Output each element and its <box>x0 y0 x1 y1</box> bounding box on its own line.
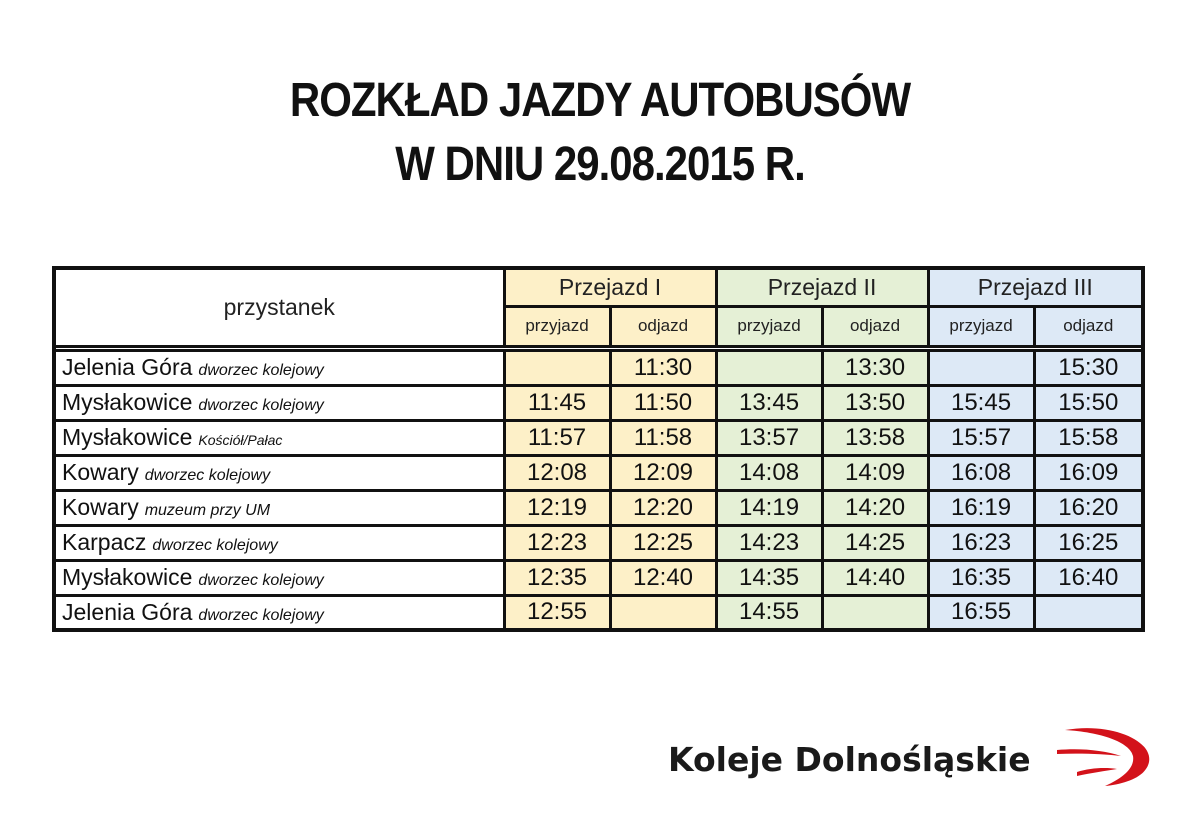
arrival-header: przyjazd <box>716 306 822 346</box>
stop-description: dworzec kolejowy <box>198 397 324 414</box>
departure-header: odjazd <box>1034 306 1143 346</box>
arrival-time-cell <box>504 350 610 385</box>
stop-name: Jelenia Góra <box>62 354 193 380</box>
arrival-time-cell: 12:08 <box>504 455 610 490</box>
arrival-time-cell: 14:35 <box>716 560 822 595</box>
stop-cell <box>54 490 504 525</box>
departure-time-cell: 14:40 <box>822 560 928 595</box>
stop-name: Jelenia Góra <box>62 598 193 625</box>
stop-description: dworzec kolejowy <box>198 362 324 379</box>
trip-header-1: Przejazd I <box>504 268 716 306</box>
stop-name: Kowary <box>62 459 139 485</box>
departure-time-cell: 15:50 <box>1034 385 1143 420</box>
arrival-header: przyjazd <box>504 306 610 346</box>
timetable-body <box>54 346 1143 630</box>
departure-time-cell: 12:40 <box>610 560 716 595</box>
departure-time-cell: 11:30 <box>610 350 716 385</box>
stop-description: dworzec kolejowy <box>198 606 324 624</box>
departure-time-cell: 15:58 <box>1034 420 1143 455</box>
stop-cell <box>54 560 504 595</box>
stop-description: Kościół/Pałac <box>198 432 283 448</box>
arrival-time-cell: 14:19 <box>716 490 822 525</box>
departure-time-cell: 11:58 <box>610 420 716 455</box>
departure-time-cell: 13:50 <box>822 385 928 420</box>
departure-time-cell: 15:30 <box>1034 350 1143 385</box>
table-row <box>54 595 1143 630</box>
arrival-header: przyjazd <box>928 306 1034 346</box>
table-row <box>54 350 1143 385</box>
arrival-time-cell: 11:57 <box>504 420 610 455</box>
departure-time-cell: 12:20 <box>610 490 716 525</box>
stop-name: Mysłakowice <box>62 564 193 590</box>
arrival-time-cell: 12:23 <box>504 525 610 560</box>
stop-cell <box>54 595 504 630</box>
stop-cell <box>54 525 504 560</box>
timetable <box>52 266 1145 632</box>
table-row <box>54 560 1143 595</box>
arrival-time-cell <box>928 350 1034 385</box>
departure-time-cell: 14:09 <box>822 455 928 490</box>
table-row <box>54 385 1143 420</box>
departure-time-cell: 13:30 <box>822 350 928 385</box>
departure-time-cell: 16:20 <box>1034 490 1143 525</box>
stop-name: Mysłakowice <box>62 389 193 415</box>
stop-description: dworzec kolejowy <box>152 537 278 554</box>
arrival-time-cell: 14:23 <box>716 525 822 560</box>
stop-cell <box>54 350 504 385</box>
departure-time-cell: 16:25 <box>1034 525 1143 560</box>
stop-description: dworzec kolejowy <box>198 572 324 589</box>
departure-time-cell: 14:20 <box>822 490 928 525</box>
stop-name: Kowary <box>62 494 139 520</box>
arrival-time-cell: 11:45 <box>504 385 610 420</box>
arrival-time-cell: 16:08 <box>928 455 1034 490</box>
trip-header-2: Przejazd II <box>716 268 928 306</box>
arrival-time-cell: 12:35 <box>504 560 610 595</box>
arrival-time-cell: 13:57 <box>716 420 822 455</box>
departure-time-cell: 12:25 <box>610 525 716 560</box>
stop-description: dworzec kolejowy <box>144 467 271 484</box>
departure-time-cell: 14:25 <box>822 525 928 560</box>
departure-time-cell: 12:09 <box>610 455 716 490</box>
departure-time-cell <box>610 595 716 630</box>
arrival-time-cell: 15:45 <box>928 385 1034 420</box>
departure-header: odjazd <box>822 306 928 346</box>
departure-time-cell <box>1034 595 1143 630</box>
trip-header-3: Przejazd III <box>928 268 1143 306</box>
stop-name: Karpacz <box>62 529 147 555</box>
arrival-time-cell: 12:55 <box>504 595 610 630</box>
table-row <box>54 490 1143 525</box>
stop-column-header: przystanek <box>54 268 504 346</box>
stop-name: Mysłakowice <box>62 424 193 450</box>
brand-name: Koleje Dolnośląskie <box>668 740 1031 779</box>
departure-time-cell: 16:40 <box>1034 560 1143 595</box>
arrival-time-cell: 16:55 <box>928 595 1034 630</box>
page-title-line-2: W DNIU 29.08.2015 R. <box>395 136 805 191</box>
stop-cell <box>54 420 504 455</box>
stop-cell <box>54 385 504 420</box>
stop-cell <box>54 455 504 490</box>
departure-time-cell: 13:58 <box>822 420 928 455</box>
arrival-time-cell: 13:45 <box>716 385 822 420</box>
page-title-line-1: ROZKŁAD JAZDY AUTOBUSÓW <box>289 72 911 127</box>
koleje-dolnoslaskie-logo-icon <box>1055 722 1155 792</box>
departure-header: odjazd <box>610 306 716 346</box>
departure-time-cell: 16:09 <box>1034 455 1143 490</box>
arrival-time-cell: 16:35 <box>928 560 1034 595</box>
table-row <box>54 420 1143 455</box>
arrival-time-cell: 14:08 <box>716 455 822 490</box>
departure-time-cell <box>822 595 928 630</box>
stop-description: muzeum przy UM <box>144 502 271 519</box>
arrival-time-cell <box>716 350 822 385</box>
table-row <box>54 525 1143 560</box>
departure-time-cell: 11:50 <box>610 385 716 420</box>
arrival-time-cell: 15:57 <box>928 420 1034 455</box>
table-row <box>54 455 1143 490</box>
arrival-time-cell: 16:23 <box>928 525 1034 560</box>
arrival-time-cell: 12:19 <box>504 490 610 525</box>
arrival-time-cell: 16:19 <box>928 490 1034 525</box>
arrival-time-cell: 14:55 <box>716 595 822 630</box>
